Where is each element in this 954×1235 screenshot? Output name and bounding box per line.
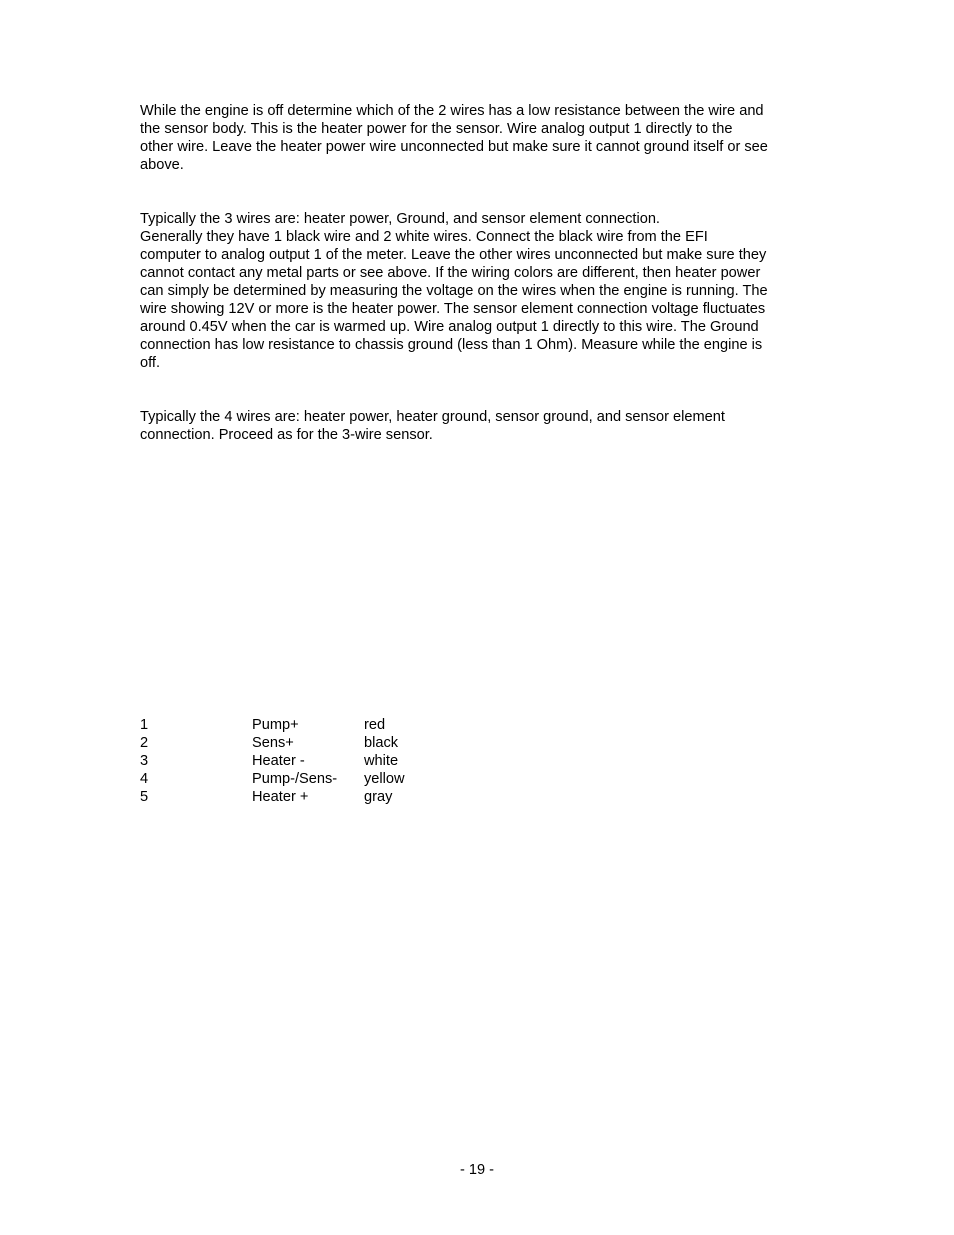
pin-number: 5 [140, 789, 149, 805]
pin-name: Sens+ [252, 735, 294, 751]
wire-color: gray [364, 789, 393, 805]
text-line: the sensor body. This is the heater power for the sensor. Wire analog output 1 directly to the [140, 121, 733, 137]
text-line: While the engine is off determine which of the 2 wires has a low resistance between the wire and [140, 103, 764, 119]
wire-color: yellow [364, 771, 405, 787]
table-row [140, 734, 424, 752]
text-line: connection. Proceed as for the 3-wire sensor. [140, 427, 433, 443]
table-row [140, 788, 424, 806]
pin-name: Pump+ [252, 717, 299, 733]
three-wire-paragraph [140, 210, 820, 372]
table-row [140, 752, 424, 770]
text-line: wire showing 12V or more is the heater power. The sensor element connection voltage fluctuates [140, 301, 766, 317]
wire-color: red [364, 717, 386, 733]
wire-color: white [364, 753, 399, 769]
pin-number: 1 [140, 717, 149, 733]
text-line: Typically the 4 wires are: heater power, heater ground, sensor ground, and sensor element [140, 409, 725, 425]
text-line: computer to analog output 1 of the meter. Leave the other wires unconnected but make sure they [140, 247, 767, 263]
text-line: other wire. Leave the heater power wire unconnected but make sure it cannot ground itself or see [140, 139, 768, 155]
pin-assignment-table [140, 716, 424, 806]
pin-number: 4 [140, 771, 149, 787]
table-row [140, 770, 424, 788]
text-line: around 0.45V when the car is warmed up. Wire analog output 1 directly to this wire. The Ground [140, 319, 759, 335]
pin-name: Heater - [252, 753, 305, 769]
pin-name: Heater + [252, 789, 309, 805]
wire-color: black [364, 735, 399, 751]
text-line: Typically the 3 wires are: heater power, Ground, and sensor element connection. [140, 211, 660, 227]
text-line: cannot contact any metal parts or see above. If the wiring colors are different, then heater power [140, 265, 761, 281]
table-row [140, 716, 424, 734]
pin-name: Pump-/Sens- [252, 771, 338, 787]
pin-number: 3 [140, 753, 149, 769]
page-number: - 19 - [459, 1162, 495, 1178]
text-line: connection has low resistance to chassis ground (less than 1 Ohm). Measure while the engine is [140, 337, 763, 353]
text-line: can simply be determined by measuring the voltage on the wires when the engine is running. The [140, 283, 768, 299]
text-line: off. [140, 355, 161, 371]
pin-number: 2 [140, 735, 149, 751]
two-wire-paragraph [140, 102, 820, 174]
text-line: above. [140, 157, 184, 173]
text-line: Generally they have 1 black wire and 2 white wires. Connect the black wire from the EFI [140, 229, 708, 245]
four-wire-paragraph [140, 408, 820, 444]
